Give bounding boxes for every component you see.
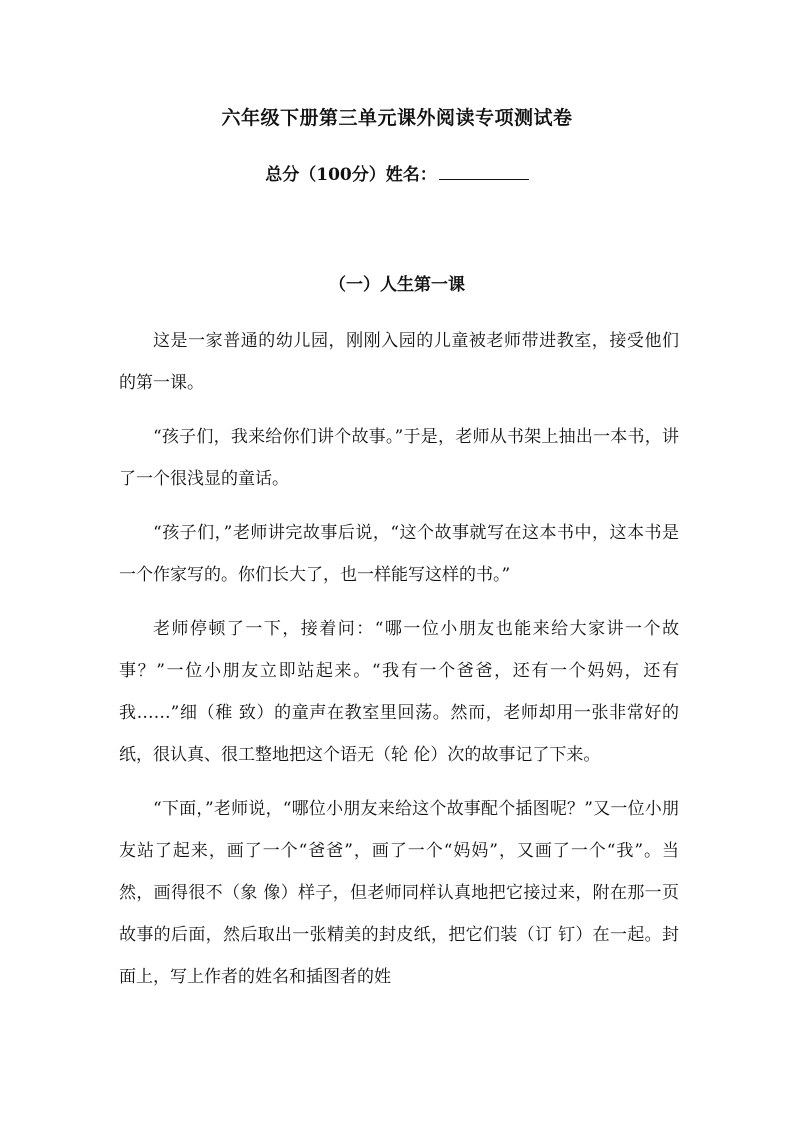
article-body xyxy=(119,320,679,1010)
score-name-line xyxy=(0,160,794,185)
paragraph: 这是一家普通的幼儿园，刚刚入园的儿童被老师带进教室，接受他们的第一课。 xyxy=(119,331,679,393)
name-blank-field[interactable] xyxy=(439,165,529,180)
paragraph: “孩子们，”老师讲完故事后说，“这个故事就写在这本书中，这本书是一个作家写的。你们长大了，也一样能写这样的书。” xyxy=(119,523,679,585)
paragraph: “孩子们，我来给你们讲个故事。”于是，老师从书架上抽出一本书，讲了一个很浅显的童话。 xyxy=(119,427,679,489)
section-title: （一）人生第一课 xyxy=(329,275,465,295)
paragraph: 老师停顿了一下，接着问：“哪一位小朋友也能来给大家讲一个故事？”一位小朋友立即站起来。“我有一个爸爸，还有一个妈妈，还有我……”细（稚 致）的童声在教室里回荡。然而，老师却用一张非常好的纸，很认真、很工整地把这个语无（轮 伦）次的故事记了下来。 xyxy=(119,619,679,765)
paragraph: “下面，”老师说，“哪位小朋友来给这个故事配个插图呢？”又一位小朋友站了起来，画了一个“爸爸”，画了一个“妈妈”，又画了一个“我”。当然，画得很不（象 像）样子，但老师同样认真地把它接过来，附在那一页故事的后面，然后取出一张精美的封皮纸，把它们装（订 钉）在一起。封面上，写上作者的姓名和插图者的姓 xyxy=(119,799,679,987)
document-title: 六年级下册第三单元课外阅读专项测试卷 xyxy=(221,107,573,129)
score-label: 总分（100分）姓名： xyxy=(265,165,437,185)
